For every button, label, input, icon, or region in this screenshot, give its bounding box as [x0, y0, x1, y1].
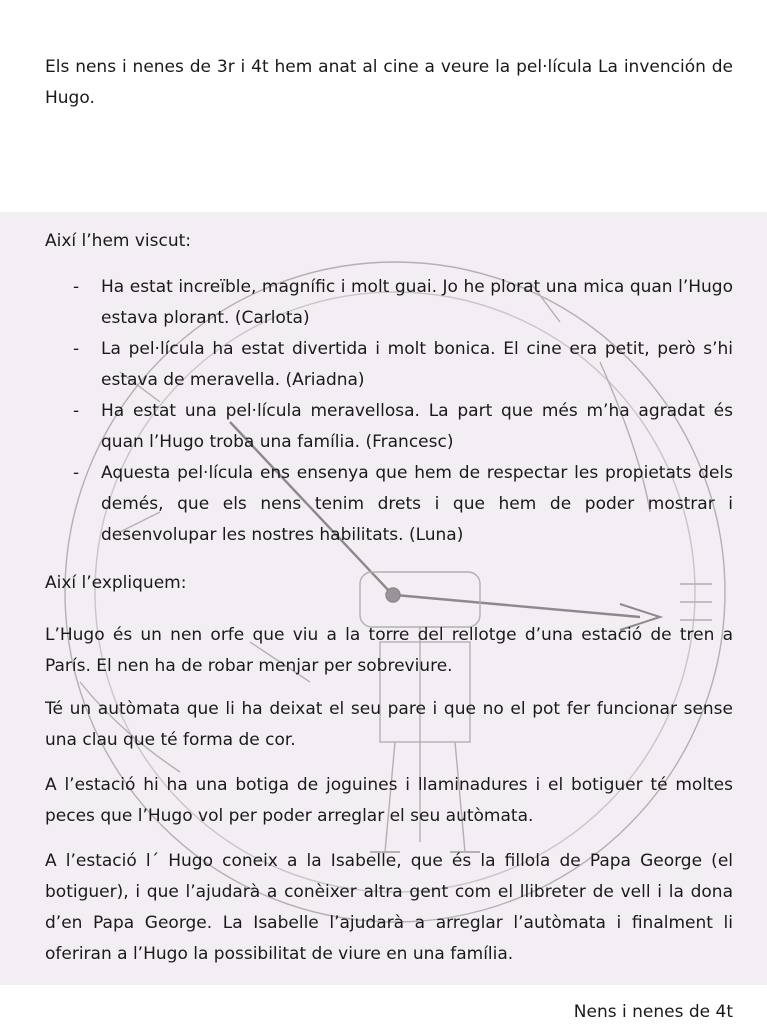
- list-item: - La pel·lícula ha estat divertida i molt bonica. El cine era petit, però s’hi estava de meravella. (Ariadna): [73, 339, 733, 390]
- signature: Nens i nenes de 4t: [573, 1002, 733, 1022]
- intro-paragraph: Els nens i nenes de 3r i 4t hem anat al cine a veure la pel·lícula La invención de Hugo.: [45, 57, 733, 108]
- list-item: - Aquesta pel·lícula ens ensenya que hem de respectar les propietats dels demés, que els nens tenim drets i que hem de poder mostrar i desenvolupar les nostres habilitats. (Luna): [73, 463, 733, 545]
- section-heading-experiences: Així l’hem viscut:: [45, 231, 192, 251]
- list-item: - Ha estat increïble, magnífic i molt guai. Jo he plorat una mica quan l’Hugo estava plorant. (Carlota): [73, 277, 733, 328]
- section-heading-story: Així l’expliquem:: [45, 573, 187, 593]
- opinions-list: [45, 272, 733, 551]
- story-paragraph: Té un autòmata que li ha deixat el seu pare i que no el pot fer funcionar sense una clau que té forma de cor.: [45, 699, 733, 750]
- story-paragraph: A l’estació l´ Hugo coneix a la Isabelle, que és la fillola de Papa George (el botiguer), i que l’ajudarà a conèixer altra gent com el llibreter de vell i la dona d’en Papa George. La Isabelle l’ajudarà a arreglar l’autòmata i finalment li oferiran a l’Hugo la possibilitat de viure en una família.: [45, 851, 733, 964]
- story-paragraph: A l’estació hi ha una botiga de joguines i llaminadures i el botiguer té moltes peces que l’Hugo vol per poder arreglar el seu autòmata.: [45, 775, 733, 826]
- story-paragraph: L’Hugo és un nen orfe que viu a la torre del rellotge d’una estació de tren a París. El nen ha de robar menjar per sobreviure.: [45, 625, 733, 676]
- list-item: - Ha estat una pel·lícula meravellosa. La part que més m’ha agradat és quan l’Hugo troba una família. (Francesc): [73, 401, 733, 452]
